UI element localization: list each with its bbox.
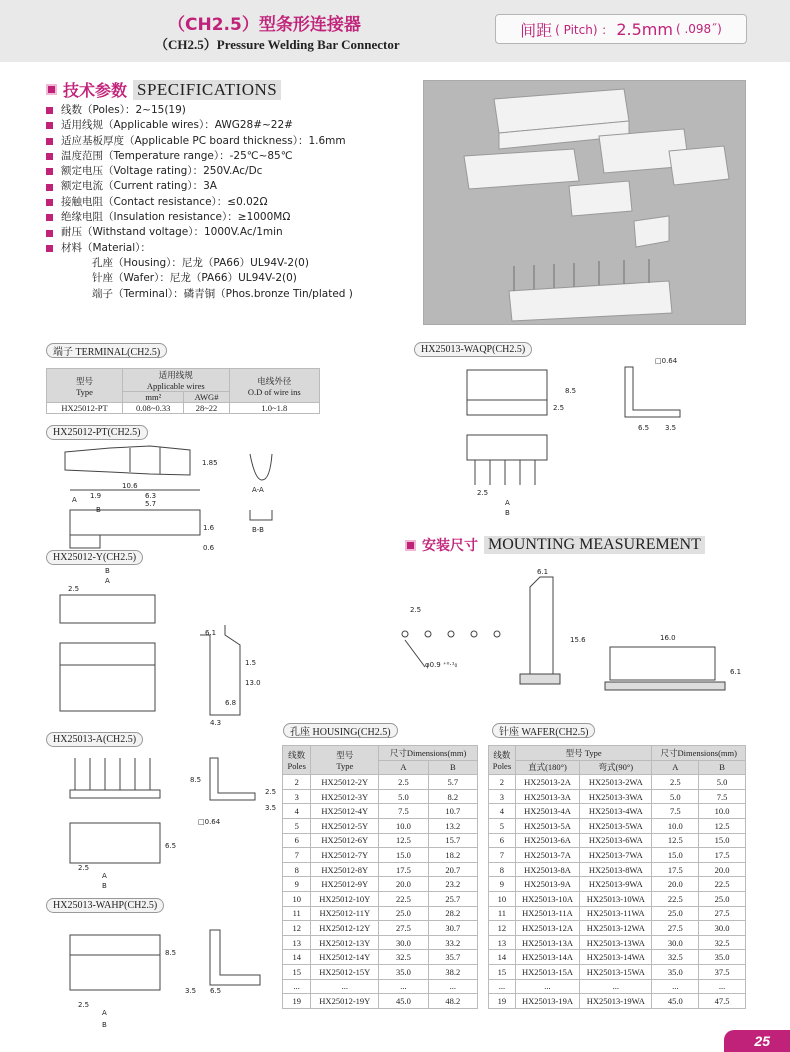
table-cell: HX25013-15A (515, 964, 579, 979)
table-cell: 6 (489, 833, 516, 848)
dim-label: A (72, 496, 77, 504)
square-bullet-icon (46, 245, 53, 252)
table-cell: 27.5 (652, 921, 699, 936)
dim-label: □0.64 (655, 357, 678, 365)
table-cell: HX25012-11Y (311, 906, 379, 921)
dim-label: 8.5 (165, 949, 177, 957)
table-row (489, 877, 746, 892)
dim-label: 15.6 (570, 636, 586, 644)
table-row (489, 906, 746, 921)
table-cell: 11 (283, 906, 311, 921)
wahp-label: HX25013-WAHP(CH2.5) (46, 898, 164, 913)
table-cell: HX25012-9Y (311, 877, 379, 892)
table-cell: 12 (283, 921, 311, 936)
square-bullet-icon (46, 168, 53, 175)
table-cell: 5 (489, 818, 516, 833)
table-cell: 8.2 (428, 789, 477, 804)
table-cell: 7.5 (379, 804, 428, 819)
table-cell: 5.0 (652, 789, 699, 804)
table-row (489, 964, 746, 979)
table-cell: HX25013-11WA (580, 906, 652, 921)
wafer-label: 针座 WAFER(CH2.5) (492, 723, 595, 738)
pitch-cn: 间距 (520, 20, 553, 40)
table-cell: 10.0 (699, 804, 746, 819)
table-cell: 33.2 (428, 935, 477, 950)
dim-label: 6.5 (165, 842, 177, 850)
table-cell: 17.5 (699, 848, 746, 863)
table-cell: 8 (489, 862, 516, 877)
dim-label: A (105, 577, 110, 585)
table-cell: HX25013-13A (515, 935, 579, 950)
mounting-title-cn: 安装尺寸 (422, 538, 478, 554)
table-cell: 15.7 (428, 833, 477, 848)
table-cell: 4 (283, 804, 311, 819)
table-cell: HX25013-19WA (580, 994, 652, 1009)
dim-label: A (102, 1009, 107, 1017)
table-cell: HX25013-8WA (580, 862, 652, 877)
housing-drawing (40, 565, 280, 730)
dim-label: 6.1 (205, 629, 217, 637)
table-row (489, 804, 746, 819)
table-row (489, 862, 746, 877)
table-cell: 5 (283, 818, 311, 833)
table-row (489, 979, 746, 994)
dim-label: 8.5 (190, 776, 202, 784)
spec-heading (46, 78, 281, 101)
dim-label: 6.1 (537, 568, 549, 576)
spec-item: 材料（Material）： (46, 241, 353, 256)
table-cell: HX25013-19A (515, 994, 579, 1009)
table-cell: HX25012-7Y (311, 848, 379, 863)
table-cell: HX25012-5Y (311, 818, 379, 833)
table-cell: ... (283, 979, 311, 994)
table-cell: HX25012-15Y (311, 964, 379, 979)
spec-item: 线数（Poles）：2~15(19) (46, 103, 353, 118)
table-cell: HX25013-10WA (580, 891, 652, 906)
table-cell: 32.5 (652, 950, 699, 965)
spec-list (46, 103, 353, 302)
housing-table: 线数 Poles 型号 Type 尺寸Dimensions(mm) A B 2 HX25012-2Y 2.5 5.7 3 HX25012-3Y 5.0 8.2 4 HX25012-4Y 7.5 10.7 5 HX25012-5Y 10.0 13.2 6 HX25012-6Y 12.5 15.7 7 HX25012-7Y 15.0 18.2 8 HX25012-8Y 17.5 20.7 9 HX25012-9Y 20.0 23.2 10 HX25012-10Y 22.5 25.7 11 HX25012-11Y 25.0 28.2 12 HX25012-12Y 27.5 30.7 13 HX25012-13Y 30.0 33.2 14 HX25012-14Y 32.5 35.7 15 HX25012-15Y 35.0 38.2 ... ... ... ... 19 HX25012-19Y 45.0 48.2 (282, 745, 478, 1009)
dim-label: 1.6 (203, 524, 215, 532)
dim-label: 3.5 (665, 424, 677, 432)
dim-label: 16.0 (660, 634, 676, 642)
square-bullet-icon (46, 122, 53, 129)
table-cell: 9 (283, 877, 311, 892)
spec-item: 额定电流（Current rating）：3A (46, 179, 353, 194)
table-cell: 15.0 (699, 833, 746, 848)
table-row (283, 818, 478, 833)
table-cell: 17.5 (652, 862, 699, 877)
spec-title-en: SPECIFICATIONS (133, 80, 281, 100)
table-cell: 13 (489, 935, 516, 950)
table-cell: 2.5 (379, 775, 428, 790)
table-cell: HX25013-6WA (580, 833, 652, 848)
table-cell: ... (428, 979, 477, 994)
table-cell: HX25012-13Y (311, 935, 379, 950)
table-cell: HX25013-7A (515, 848, 579, 863)
table-cell: 30.0 (652, 935, 699, 950)
table-cell: ... (489, 979, 516, 994)
table-row (283, 935, 478, 950)
table-row (283, 877, 478, 892)
table-cell: 32.5 (379, 950, 428, 965)
table-cell: HX25013-9WA (580, 877, 652, 892)
table-cell: 7 (489, 848, 516, 863)
table-cell: 38.2 (428, 964, 477, 979)
table-cell: HX25012-3Y (311, 789, 379, 804)
table-cell: 45.0 (379, 994, 428, 1009)
table-cell: HX25012-6Y (311, 833, 379, 848)
dim-label: 4.3 (210, 719, 222, 727)
table-row (489, 921, 746, 936)
table-cell: HX25012-4Y (311, 804, 379, 819)
material-item: 端子（Terminal）：磷青铜（Phos.bronze Tin/plated ) (92, 287, 353, 300)
table-cell: HX25013-15WA (580, 964, 652, 979)
table-cell: 12 (489, 921, 516, 936)
table-row (283, 921, 478, 936)
table-cell: HX25012-2Y (311, 775, 379, 790)
table-row (283, 964, 478, 979)
table-cell: 8 (283, 862, 311, 877)
table-cell: 9 (489, 877, 516, 892)
mounting-heading (405, 535, 705, 555)
table-row (489, 935, 746, 950)
table-cell: 12.5 (652, 833, 699, 848)
table-row: HX25012-PT 0.08~0.33 28~22 1.0~1.8 (47, 403, 320, 414)
table-cell: 10.7 (428, 804, 477, 819)
table-cell: 11 (489, 906, 516, 921)
spec-item: 耐压（Withstand voltage）：1000V.Ac/1min (46, 225, 353, 240)
bullet-icon (405, 540, 416, 551)
housing-label: 孔座 HOUSING(CH2.5) (283, 723, 398, 738)
pt-label: HX25012-PT(CH2.5) (46, 425, 148, 440)
dim-label: 8.5 (565, 387, 577, 395)
table-cell: HX25012-8Y (311, 862, 379, 877)
table-cell: HX25013-14A (515, 950, 579, 965)
table-cell: 20.7 (428, 862, 477, 877)
table-cell: 14 (489, 950, 516, 965)
a-label: HX25013-A(CH2.5) (46, 732, 143, 747)
table-cell: 48.2 (428, 994, 477, 1009)
dim-label: B (505, 509, 510, 517)
housing-body (283, 775, 478, 1009)
wafer-body (489, 775, 746, 1009)
mounting-drawing (395, 562, 745, 702)
mounting-title-en: MOUNTING MEASUREMENT (484, 536, 705, 554)
table-cell: HX25013-4A (515, 804, 579, 819)
dim-label: 2.5 (265, 788, 277, 796)
table-cell: 7.5 (652, 804, 699, 819)
table-cell: 20.0 (379, 877, 428, 892)
dim-label: 6.8 (225, 699, 237, 707)
waqp-drawing (455, 355, 695, 520)
table-row (489, 818, 746, 833)
table-cell: HX25012-19Y (311, 994, 379, 1009)
dim-label: 6.5 (210, 987, 222, 995)
spec-item: 额定电压（Voltage rating）：250V.Ac/Dc (46, 164, 353, 179)
product-photo (423, 80, 746, 325)
table-cell: 25.0 (379, 906, 428, 921)
table-cell: HX25013-3WA (580, 789, 652, 804)
dim-label: B (105, 567, 110, 575)
spec-item: 适用线规（Applicable wires）：AWG28#~22# (46, 118, 353, 133)
terminal-table: 型号 Type 适用线规 Applicable wires 电线外径 O.D of wire ins mm² AWG# HX25012-PT 0.08~0.33 28~22 1.0~1.8 (46, 368, 320, 414)
table-cell: HX25013-2WA (580, 775, 652, 790)
table-row (489, 891, 746, 906)
dim-label: B (96, 506, 101, 514)
table-cell: 12.5 (699, 818, 746, 833)
table-cell: HX25012-10Y (311, 891, 379, 906)
table-cell: 25.0 (652, 906, 699, 921)
square-bullet-icon (46, 230, 53, 237)
dim-label: 6.1 (730, 668, 742, 676)
table-cell: 15 (489, 964, 516, 979)
bullet-icon (46, 84, 57, 95)
table-cell: HX25013-11A (515, 906, 579, 921)
table-cell: ... (379, 979, 428, 994)
table-cell: 5.0 (699, 775, 746, 790)
table-cell: ... (580, 979, 652, 994)
table-row (489, 994, 746, 1009)
dim-label: 1.5 (245, 659, 257, 667)
table-row (283, 994, 478, 1009)
table-cell: HX25013-3A (515, 789, 579, 804)
table-cell: HX25013-2A (515, 775, 579, 790)
section-label: B-B (252, 526, 264, 534)
spec-item: 温度范围（Temperature range）：-25℃~85℃ (46, 149, 353, 164)
table-cell: 35.0 (652, 964, 699, 979)
dim-label: B (102, 1021, 107, 1029)
table-cell: 15.0 (652, 848, 699, 863)
spec-item: 绝缘电阻（Insulation resistance）：≥1000MΩ (46, 210, 353, 225)
table-cell: 20.0 (699, 862, 746, 877)
table-row (489, 789, 746, 804)
table-row (489, 950, 746, 965)
table-cell: 25.0 (699, 891, 746, 906)
table-cell: 13.2 (428, 818, 477, 833)
table-cell: 28.2 (428, 906, 477, 921)
table-cell: 22.5 (699, 877, 746, 892)
pitch-label: ( Pitch) ： (555, 22, 614, 37)
terminal-drawing (40, 440, 300, 555)
table-cell: HX25013-14WA (580, 950, 652, 965)
dim-label: 1.85 (202, 459, 218, 467)
table-cell: 35.0 (699, 950, 746, 965)
table-row (283, 862, 478, 877)
table-cell: 27.5 (379, 921, 428, 936)
table-cell: 25.7 (428, 891, 477, 906)
spec-title-cn: 技术参数 (63, 81, 128, 100)
table-cell: 13 (283, 935, 311, 950)
table-cell: 2 (283, 775, 311, 790)
table-cell: ... (515, 979, 579, 994)
table-row (489, 833, 746, 848)
dim-label: 3.5 (185, 987, 197, 995)
title-cn: （CH2.5）型条形连接器 (168, 15, 361, 35)
table-cell: 10.0 (379, 818, 428, 833)
dim-label: B (102, 882, 107, 890)
dim-label: 2.5 (68, 585, 80, 593)
table-cell: 20.0 (652, 877, 699, 892)
table-cell: HX25013-13WA (580, 935, 652, 950)
square-bullet-icon (46, 214, 53, 221)
dim-label: A (102, 872, 107, 880)
table-cell: 19 (489, 994, 516, 1009)
table-cell: 35.0 (379, 964, 428, 979)
table-cell: 15.0 (379, 848, 428, 863)
table-cell: 47.5 (699, 994, 746, 1009)
table-cell: 27.5 (699, 906, 746, 921)
spec-item: 适应基板厚度（Applicable PC board thickness）：1.6mm (46, 134, 353, 149)
table-cell: 4 (489, 804, 516, 819)
table-row (283, 950, 478, 965)
dim-label: φ0.9 ⁺⁰·¹₀ (425, 661, 458, 669)
material-item: 针座（Wafer）：尼龙（PA66）UL94V-2(0) (92, 272, 297, 285)
wahp-drawing (40, 915, 280, 1040)
table-cell: 15 (283, 964, 311, 979)
table-cell: 5.7 (428, 775, 477, 790)
table-cell: 12.5 (379, 833, 428, 848)
table-cell: HX25013-5WA (580, 818, 652, 833)
dim-label: 2.5 (78, 864, 90, 872)
table-cell: 5.0 (379, 789, 428, 804)
table-cell: 10 (489, 891, 516, 906)
pitch-inch: ( .098˝) (675, 22, 722, 36)
spec-item: 接触电阻（Contact resistance）：≤0.02Ω (46, 195, 353, 210)
table-cell: HX25012-14Y (311, 950, 379, 965)
table-cell: 14 (283, 950, 311, 965)
dim-label: 2.5 (410, 606, 422, 614)
square-bullet-icon (46, 153, 53, 160)
table-cell: 6 (283, 833, 311, 848)
table-cell: HX25013-10A (515, 891, 579, 906)
dim-label: 6.5 (638, 424, 650, 432)
dim-label: 13.0 (245, 679, 261, 687)
table-cell: 3 (283, 789, 311, 804)
square-bullet-icon (46, 199, 53, 206)
table-row (283, 906, 478, 921)
table-cell: 45.0 (652, 994, 699, 1009)
dim-label: 2.5 (477, 489, 489, 497)
table-row (489, 775, 746, 790)
dim-label: 0.6 (203, 544, 215, 552)
dim-label: 2.5 (553, 404, 565, 412)
table-cell: 10.0 (652, 818, 699, 833)
material-item: 孔座（Housing）：尼龙（PA66）UL94V-2(0) (92, 256, 309, 269)
table-row (283, 848, 478, 863)
table-cell: HX25013-7WA (580, 848, 652, 863)
section-label: A-A (252, 486, 264, 494)
straight-wafer-drawing (40, 748, 280, 893)
title-en: （CH2.5）Pressure Welding Bar Connector (155, 37, 400, 52)
dim-label: 6.3 (145, 492, 157, 500)
table-row (283, 833, 478, 848)
dim-label: 2.5 (78, 1001, 90, 1009)
table-cell: HX25013-12A (515, 921, 579, 936)
page-number: 25 (724, 1030, 790, 1052)
pitch-box (495, 14, 747, 44)
table-cell: HX25013-12WA (580, 921, 652, 936)
table-cell: 35.7 (428, 950, 477, 965)
table-cell: HX25013-5A (515, 818, 579, 833)
square-bullet-icon (46, 138, 53, 145)
dim-label: 1.9 (90, 492, 102, 500)
connector-photo-illustration (424, 81, 747, 326)
table-cell: ... (311, 979, 379, 994)
table-cell: 30.0 (379, 935, 428, 950)
y-label: HX25012-Y(CH2.5) (46, 550, 143, 565)
table-row (283, 775, 478, 790)
square-bullet-icon (46, 107, 53, 114)
table-row (283, 891, 478, 906)
table-cell: 32.5 (699, 935, 746, 950)
table-cell: 2 (489, 775, 516, 790)
table-cell: 23.2 (428, 877, 477, 892)
table-row (283, 789, 478, 804)
table-cell: 17.5 (379, 862, 428, 877)
pitch-value: 2.5mm (616, 19, 673, 39)
wafer-table: 线数 Poles 型号 Type 尺寸Dimensions(mm) 直式(180°) 弯式(90°) A B 2 HX25013-2A HX25013-2WA 2.5 5.0 3 HX25013-3A HX25013-3WA 5.0 7.5 4 HX25013-4A HX25013-4WA 7.5 10.0 5 HX25013-5A HX25013-5WA 10.0 12.5 6 HX25013-6A HX25013-6WA 12.5 15.0 7 HX25013-7A HX25013-7WA 15.0 17.5 8 HX25013-8A HX25013-8WA 17.5 20.0 9 HX25013-9A HX25013-9WA 20.0 22.5 10 HX25013-10A HX25013-10WA 22.5 25.0 11 HX25013-11A HX25013-11WA 25.0 27.5 12 HX25013-12A HX25013-12WA 27.5 30.0 13 HX25013-13A HX25013-13WA 30.0 32.5 14 HX25013-14A HX25013-14WA 32.5 35.0 15 HX25013-15A HX25013-15WA 35.0 37.5 ... ... ... ... ... 19 HX25013-19A HX25013-19WA 45.0 47.5 (488, 745, 746, 1009)
table-cell: 30.0 (699, 921, 746, 936)
table-cell: HX25013-8A (515, 862, 579, 877)
table-cell: HX25012-12Y (311, 921, 379, 936)
table-cell: 10 (283, 891, 311, 906)
table-row (489, 848, 746, 863)
table-cell: 30.7 (428, 921, 477, 936)
table-cell: HX25013-6A (515, 833, 579, 848)
square-bullet-icon (46, 184, 53, 191)
waqp-label: HX25013-WAQP(CH2.5) (414, 342, 532, 357)
table-cell: HX25013-9A (515, 877, 579, 892)
table-cell: 3 (489, 789, 516, 804)
table-cell: 2.5 (652, 775, 699, 790)
table-cell: 7.5 (699, 789, 746, 804)
table-cell: 22.5 (379, 891, 428, 906)
dim-label: 5.7 (145, 500, 157, 508)
table-cell: ... (699, 979, 746, 994)
table-row (283, 979, 478, 994)
table-cell: 18.2 (428, 848, 477, 863)
dim-label: A (505, 499, 510, 507)
terminal-label: 端子 TERMINAL(CH2.5) (46, 343, 167, 358)
table-cell: HX25013-4WA (580, 804, 652, 819)
dim-label: □0.64 (198, 818, 221, 826)
table-cell: 7 (283, 848, 311, 863)
table-cell: ... (652, 979, 699, 994)
table-cell: 19 (283, 994, 311, 1009)
dim-label: 3.5 (265, 804, 277, 812)
table-cell: 37.5 (699, 964, 746, 979)
dim-label: 10.6 (122, 482, 138, 490)
table-cell: 22.5 (652, 891, 699, 906)
table-row (283, 804, 478, 819)
